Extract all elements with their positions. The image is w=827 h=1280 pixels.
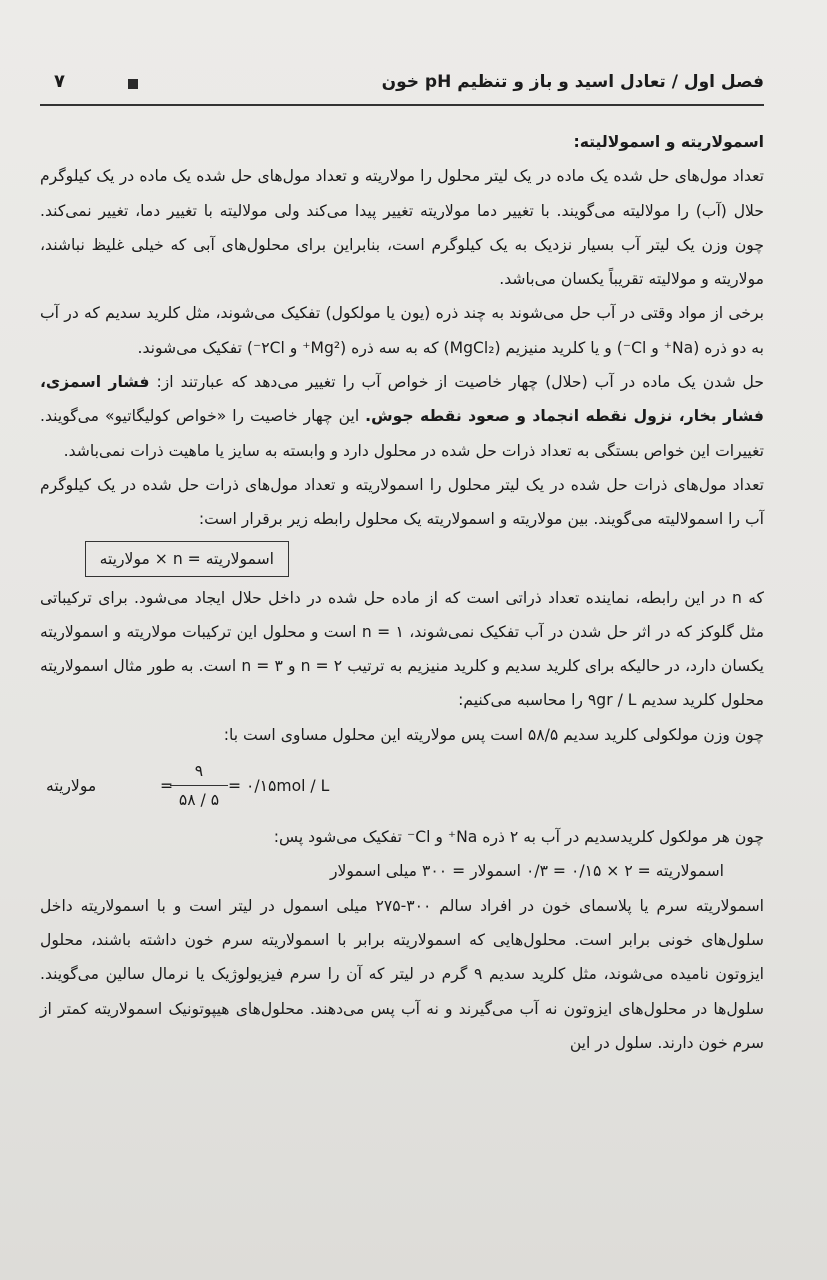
molarity-calculation: [40, 752, 764, 820]
chapter-title: فصل اول / تعادل اسید و باز و تنظیم pH خون: [381, 72, 764, 92]
fraction-denominator: ۵۸ / ۵: [178, 791, 220, 810]
colligative-intro: حل شدن یک ماده در آب (حلال) چهار خاصیت از خواص آب را تغییر می‌دهد که عبارتند از:: [156, 373, 764, 392]
colligative-explanation: این چهار خاصیت را «خواص کولیگاتیو» می‌گویند. تغییرات این خواص بستگی به تعداد ذرات حل شده در محلول دارد و وابسته به سایز یا ماهیت ذرات نمی‌باشد.: [40, 407, 764, 460]
fraction-result: = ۰/۱۵mol / L: [228, 777, 330, 796]
paragraph-molarity-definition: تعداد مول‌های حل شده یک ماده در یک لیتر محلول را مولاریته و تعداد مول‌های حل شده یک ماده در یک کیلوگرم حلال (آب) را مولالیته می‌گویند. با تغییر دما مولاریته تغییر پیدا می‌کند ولی مولالیته با تغییر دما، تغییر نمی‌کند. چون وزن یک لیتر آب بسیار نزدیک به یک کیلوگرم است، بنابراین برای محلول‌های آبی که خیلی غلیظ نباشند، مولاریته و مولالیته تقریباً یکسان می‌باشد.: [40, 167, 764, 289]
osmolarity-formula-box: اسمولاریته = n × مولاریته: [85, 541, 289, 577]
square-bullet-icon: [128, 79, 138, 89]
page-body: [40, 125, 764, 1060]
paragraph-nacl-dissociation: چون هر مولکول کلریدسدیم در آب به ۲ ذره Na⁺ و Cl⁻ تفکیک می‌شود پس:: [273, 828, 764, 847]
fraction: [170, 758, 228, 813]
colligative-properties: فشار اسمزی، فشار بخار، نزول نقطه انجماد و صعود نقطه جوش.: [40, 373, 764, 426]
osmolarity-equation: اسمولاریته = ۲ × ۰/۱۵ = ۰/۳ اسمولار = ۳۰۰ میلی اسمولار: [329, 862, 724, 881]
page-header: [40, 66, 764, 106]
fraction-label: مولاریته: [46, 777, 97, 796]
fraction-numerator: ۹: [170, 758, 228, 786]
section-heading: اسمولاریته و اسمولالیته:: [573, 133, 764, 151]
equals-sign: =: [160, 777, 174, 796]
page-number: ۷: [54, 71, 65, 92]
paragraph-osmolarity-definition: تعداد مول‌های ذرات حل شده در یک لیتر محلول را اسمولاریته و تعداد مول‌های ذرات حل شده در یک کیلوگرم آب را اسمولالیته می‌گویند. بین مولاریته و اسمولاریته یک محلول رابطه زیر برقرار است:: [40, 475, 764, 529]
paragraph-molecular-weight: چون وزن مولکولی کلرید سدیم ۵۸/۵ است پس مولاریته این محلول مساوی است با:: [223, 725, 764, 744]
paragraph-colligative: [40, 365, 764, 468]
paragraph-serum-osmolarity: اسمولاریته سرم یا پلاسمای خون در افراد سالم ۳۰۰-۲۷۵ میلی اسمول در لیتر است و با اسمولاریته داخل سلول‌های خونی برابر است. محلول‌هایی که اسمولاریته برابر با اسمولاریته سرم خون داشته باشند، محلول ایزوتون نامیده می‌شوند، مثل کلرید سدیم ۹ گرم در لیتر که آن را سرم فیزیولوژیک یا نرمال سالین می‌گویند. سلول‌ها در محلول‌های ایزوتون نه آب می‌گیرند و نه آب پس می‌دهند. محلول‌های هیپوتونیک اسمولاریته کمتر از سرم خون دارند. سلول در این: [40, 896, 765, 1052]
paragraph-dissociation: برخی از مواد وقتی در آب حل می‌شوند به چند ذره (یون یا مولکول) تفکیک می‌شوند، مثل کلرید سدیم که در آب به دو ذره (Na⁺ و Cl⁻) و یا کلرید منیزیم (MgCl₂) که به سه ذره (Mg²⁺ و ۲Cl⁻) تفکیک می‌شوند.: [40, 304, 764, 357]
paragraph-n-explanation: که n در این رابطه، نماینده تعداد ذراتی است که از ماده حل شده در داخل حلال ایجاد می‌شود. برای ترکیباتی مثل گلوکز که در اثر حل شدن در آب تفکیک نمی‌شوند، n = ۱ است و محلول این ترکیبات مولاریته و اسمولاریته یکسان دارد، در حالیکه برای کلرید سدیم و کلرید منیزیم به ترتیب n = ۲ و n = ۳ است. به طور مثال اسمولاریته محلول کلرید سدیم ۹gr / L را محاسبه می‌کنیم:: [40, 588, 764, 710]
